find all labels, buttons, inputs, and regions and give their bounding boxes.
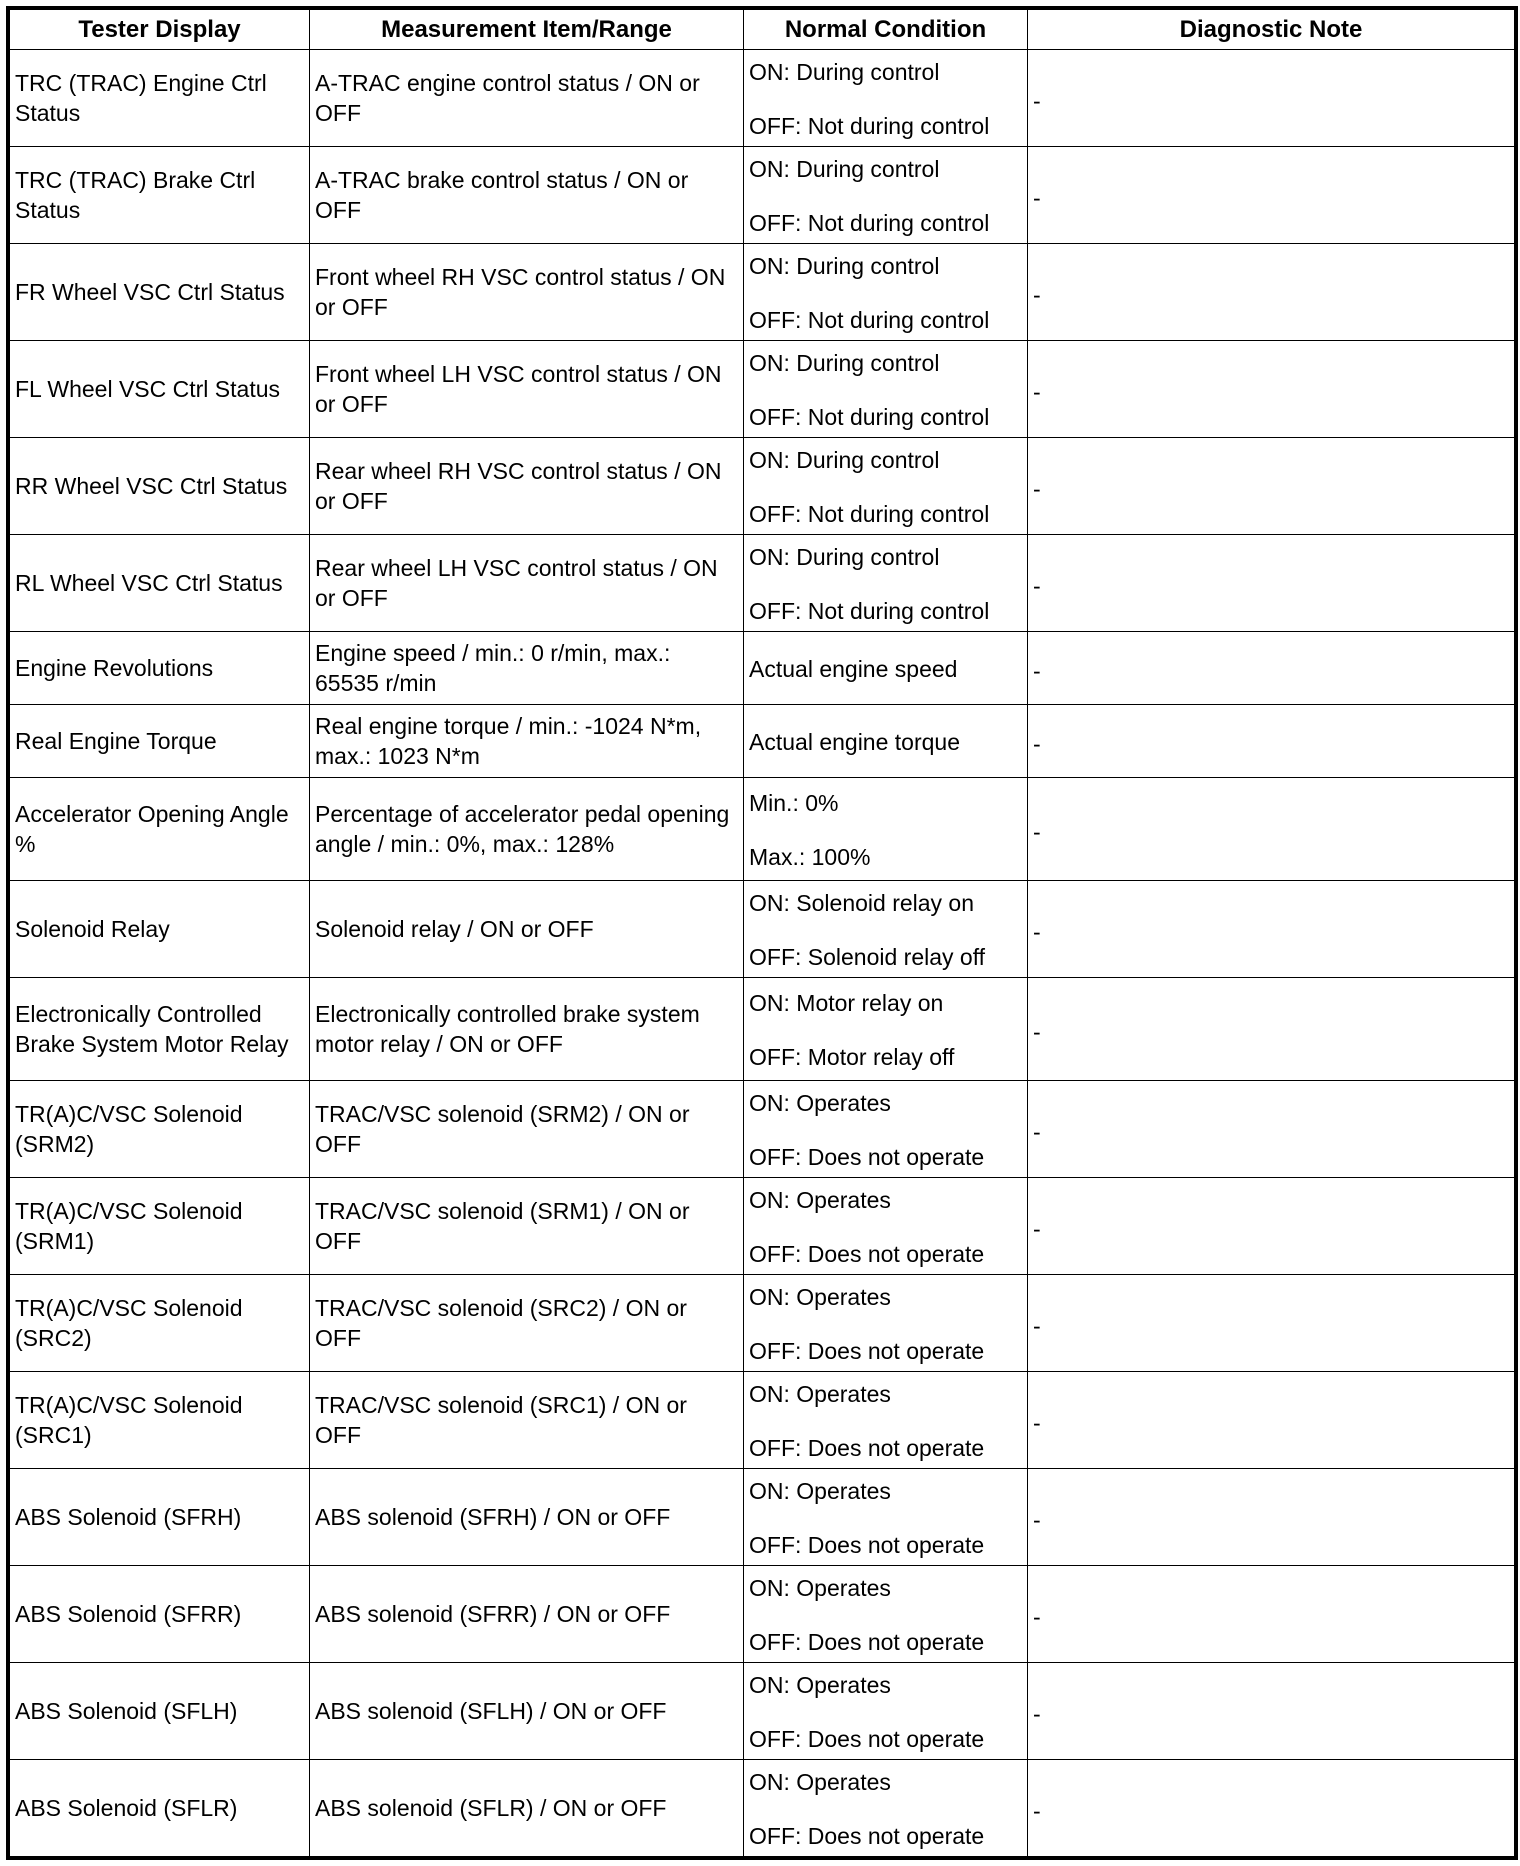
tester-display-cell: TR(A)C/VSC Solenoid (SRM2) [10,1081,310,1178]
normal-condition-lines [749,1280,1022,1366]
tester-display-cell: RR Wheel VSC Ctrl Status [10,438,310,535]
normal-condition-line: OFF: Not during control [749,598,990,624]
normal-condition-line: OFF: Not during control [749,210,990,236]
diagnostic-note-cell: - [1028,1663,1515,1760]
diagnostic-note-cell: - [1028,778,1515,881]
diagnostic-note-cell: - [1028,1760,1515,1857]
normal-condition-line: ON: Operates [749,1575,891,1601]
header-tester-display: Tester Display [10,10,310,50]
normal-condition-lines [749,249,1022,335]
diagnostic-note-cell: - [1028,881,1515,978]
measurement-item-cell: Rear wheel RH VSC control status / ON or OFF [310,438,744,535]
table-row [10,1760,1515,1857]
table-row [10,705,1515,778]
normal-condition-line: OFF: Does not operate [749,1726,985,1752]
normal-condition-line: ON: During control [749,544,940,570]
normal-condition-lines [749,986,1022,1072]
data-list-table-sheet [6,6,1518,1860]
table-row [10,1469,1515,1566]
tester-display-cell: Electronically Controlled Brake System Motor Relay [10,978,310,1081]
table-row [10,978,1515,1081]
normal-condition-line: OFF: Does not operate [749,1338,985,1364]
tester-display-cell: RL Wheel VSC Ctrl Status [10,535,310,632]
table-row [10,881,1515,978]
normal-condition-line: ON: During control [749,350,940,376]
normal-condition-line: Actual engine speed [749,656,958,682]
header-diagnostic-note: Diagnostic Note [1028,10,1515,50]
normal-condition-lines [749,1765,1022,1851]
measurement-item-cell: TRAC/VSC solenoid (SRC2) / ON or OFF [310,1275,744,1372]
table-row [10,1372,1515,1469]
normal-condition-cell [744,632,1028,705]
normal-condition-lines [749,652,1022,684]
normal-condition-line: OFF: Does not operate [749,1823,985,1849]
diagnostic-note-cell: - [1028,632,1515,705]
table-row [10,50,1515,147]
normal-condition-lines [749,1377,1022,1463]
normal-condition-cell [744,341,1028,438]
normal-condition-lines [749,55,1022,141]
normal-condition-cell [744,1372,1028,1469]
table-row [10,147,1515,244]
diagnostic-note-cell: - [1028,244,1515,341]
table-row [10,1275,1515,1372]
normal-condition-lines [749,1668,1022,1754]
tester-display-cell: TRC (TRAC) Brake Ctrl Status [10,147,310,244]
normal-condition-lines [749,540,1022,626]
normal-condition-line: OFF: Not during control [749,307,990,333]
measurement-item-cell: ABS solenoid (SFRR) / ON or OFF [310,1566,744,1663]
normal-condition-cell [744,244,1028,341]
normal-condition-cell [744,1178,1028,1275]
normal-condition-line: ON: Operates [749,1769,891,1795]
tester-display-cell: ABS Solenoid (SFRR) [10,1566,310,1663]
measurement-item-cell: ABS solenoid (SFLH) / ON or OFF [310,1663,744,1760]
normal-condition-line: ON: Operates [749,1381,891,1407]
tester-display-cell: TR(A)C/VSC Solenoid (SRC2) [10,1275,310,1372]
normal-condition-cell [744,1663,1028,1760]
diagnostic-note-cell: - [1028,535,1515,632]
tester-display-cell: Solenoid Relay [10,881,310,978]
diagnostic-note-cell: - [1028,147,1515,244]
table-row [10,1178,1515,1275]
normal-condition-lines [749,1571,1022,1657]
diagnostic-note-cell: - [1028,978,1515,1081]
measurement-item-cell: Engine speed / min.: 0 r/min, max.: 65535 r/min [310,632,744,705]
normal-condition-lines [749,443,1022,529]
normal-condition-line: OFF: Does not operate [749,1532,985,1558]
normal-condition-line: ON: Solenoid relay on [749,890,975,916]
header-row [10,10,1515,50]
diagnostic-note-cell: - [1028,50,1515,147]
measurement-item-cell: Percentage of accelerator pedal opening angle / min.: 0%, max.: 128% [310,778,744,881]
normal-condition-line: OFF: Does not operate [749,1241,985,1267]
normal-condition-line: ON: Operates [749,1284,891,1310]
table-row [10,1566,1515,1663]
normal-condition-line: Min.: 0% [749,790,839,816]
table-body [10,50,1515,1857]
table-row [10,1081,1515,1178]
normal-condition-cell [744,1469,1028,1566]
normal-condition-cell [744,1760,1028,1857]
normal-condition-line: ON: Operates [749,1090,891,1116]
table-row [10,438,1515,535]
normal-condition-lines [749,346,1022,432]
normal-condition-lines [749,1086,1022,1172]
header-normal-condition: Normal Condition [744,10,1028,50]
normal-condition-cell [744,778,1028,881]
normal-condition-lines [749,1474,1022,1560]
measurement-item-cell: Real engine torque / min.: -1024 N*m, max.: 1023 N*m [310,705,744,778]
tester-display-cell: ABS Solenoid (SFLR) [10,1760,310,1857]
diagnostic-note-cell: - [1028,1372,1515,1469]
normal-condition-cell [744,50,1028,147]
diagnostic-note-cell: - [1028,1469,1515,1566]
tester-display-cell: Accelerator Opening Angle % [10,778,310,881]
measurement-item-cell: TRAC/VSC solenoid (SRC1) / ON or OFF [310,1372,744,1469]
normal-condition-line: ON: During control [749,156,940,182]
normal-condition-cell [744,705,1028,778]
diagnostic-note-cell: - [1028,1275,1515,1372]
normal-condition-line: ON: During control [749,447,940,473]
normal-condition-line: ON: During control [749,253,940,279]
tester-display-cell: ABS Solenoid (SFLH) [10,1663,310,1760]
measurement-item-cell: Electronically controlled brake system motor relay / ON or OFF [310,978,744,1081]
normal-condition-line: ON: During control [749,59,940,85]
table-row [10,778,1515,881]
header-measurement-item: Measurement Item/Range [310,10,744,50]
tester-display-cell: TRC (TRAC) Engine Ctrl Status [10,50,310,147]
normal-condition-line: OFF: Not during control [749,404,990,430]
normal-condition-line: ON: Operates [749,1187,891,1213]
diagnostic-note-cell: - [1028,341,1515,438]
tester-display-cell: FL Wheel VSC Ctrl Status [10,341,310,438]
normal-condition-line: OFF: Not during control [749,113,990,139]
diagnostic-note-cell: - [1028,1081,1515,1178]
normal-condition-line: OFF: Not during control [749,501,990,527]
normal-condition-cell [744,881,1028,978]
measurement-item-cell: Front wheel RH VSC control status / ON or OFF [310,244,744,341]
diagnostic-note-cell: - [1028,1566,1515,1663]
diagnostic-note-cell: - [1028,705,1515,778]
measurement-item-cell: Solenoid relay / ON or OFF [310,881,744,978]
measurement-item-cell: Rear wheel LH VSC control status / ON or OFF [310,535,744,632]
normal-condition-line: OFF: Solenoid relay off [749,944,986,970]
normal-condition-cell [744,535,1028,632]
normal-condition-cell [744,1275,1028,1372]
measurement-item-cell: A-TRAC brake control status / ON or OFF [310,147,744,244]
data-list-table [9,9,1515,1857]
tester-display-cell: TR(A)C/VSC Solenoid (SRM1) [10,1178,310,1275]
tester-display-cell: FR Wheel VSC Ctrl Status [10,244,310,341]
tester-display-cell: TR(A)C/VSC Solenoid (SRC1) [10,1372,310,1469]
table-row [10,244,1515,341]
normal-condition-cell [744,978,1028,1081]
measurement-item-cell: ABS solenoid (SFRH) / ON or OFF [310,1469,744,1566]
measurement-item-cell: TRAC/VSC solenoid (SRM2) / ON or OFF [310,1081,744,1178]
normal-condition-line: ON: Operates [749,1478,891,1504]
table-row [10,341,1515,438]
normal-condition-lines [749,152,1022,238]
diagnostic-note-cell: - [1028,438,1515,535]
normal-condition-cell [744,1566,1028,1663]
normal-condition-lines [749,886,1022,972]
normal-condition-line: Max.: 100% [749,844,871,870]
table-row [10,1663,1515,1760]
table-row [10,535,1515,632]
tester-display-cell: Real Engine Torque [10,705,310,778]
normal-condition-line: OFF: Does not operate [749,1144,985,1170]
table-row [10,632,1515,705]
tester-display-cell: Engine Revolutions [10,632,310,705]
normal-condition-line: ON: Motor relay on [749,990,944,1016]
measurement-item-cell: Front wheel LH VSC control status / ON or OFF [310,341,744,438]
normal-condition-line: Actual engine torque [749,729,960,755]
normal-condition-lines [749,786,1022,872]
normal-condition-lines [749,1183,1022,1269]
normal-condition-cell [744,438,1028,535]
normal-condition-line: OFF: Motor relay off [749,1044,955,1070]
diagnostic-note-cell: - [1028,1178,1515,1275]
measurement-item-cell: ABS solenoid (SFLR) / ON or OFF [310,1760,744,1857]
normal-condition-line: OFF: Does not operate [749,1435,985,1461]
normal-condition-lines [749,725,1022,757]
normal-condition-line: ON: Operates [749,1672,891,1698]
normal-condition-cell [744,147,1028,244]
tester-display-cell: ABS Solenoid (SFRH) [10,1469,310,1566]
measurement-item-cell: TRAC/VSC solenoid (SRM1) / ON or OFF [310,1178,744,1275]
normal-condition-cell [744,1081,1028,1178]
normal-condition-line: OFF: Does not operate [749,1629,985,1655]
measurement-item-cell: A-TRAC engine control status / ON or OFF [310,50,744,147]
